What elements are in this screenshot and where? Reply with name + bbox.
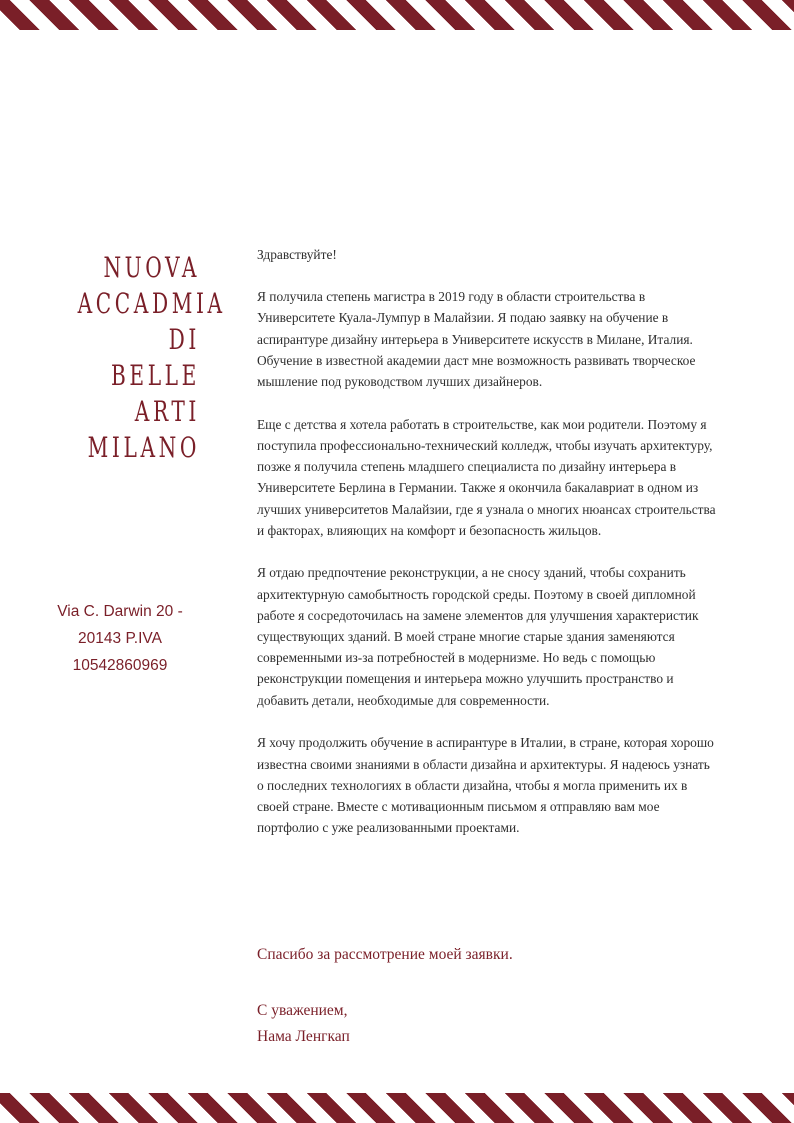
institution-line: NUOVA <box>103 251 200 284</box>
letter-body <box>257 244 717 860</box>
letter-paragraph: Я хочу продолжить обучение в аспирантуре в Италии, в стране, которая хорошо известна своими знаниями в области дизайна и архитектуры. Я надеюсь узнать о последних технологиях в области дизайна, чтобы я могла применить их в своей стране. Вместе с мотивационным письмом я отправляю вам мое портфолио с уже реализованными проектами. <box>257 735 714 836</box>
address-street: Via C. Darwin 20 - <box>57 603 183 620</box>
address-block <box>30 598 210 679</box>
address-postal: 20143 P.IVA <box>78 630 162 647</box>
closing-salutation: С уважением, <box>257 1002 348 1019</box>
institution-line: DI BELLE <box>110 323 200 392</box>
letter-thanks: Спасибо за рассмотрение моей заявки. <box>257 946 513 963</box>
letter-closing <box>257 998 350 1050</box>
letter-paragraph: Еще с детства я хотела работать в строительстве, как мои родители. Поэтому я поступила профессионально-технический колледж, чтобы изучать архитектуру, позже я получила степень младшего специалиста по дизайну интерьера в Университете Берлина в Германии. Также я окончила бакалавриат в одном из лучших университетов Малайзии, где я узнала о многих нюансах строительства и факторах, влияющих на комфорт и безопасность жильцов. <box>257 416 716 538</box>
institution-line: MILANO <box>87 431 200 464</box>
letter-paragraph: Я получила степень магистра в 2019 году в области строительства в Университете Куала-Лумпур в Малайзии. Я подаю заявку на обучение в аспирантуре дизайну интерьера в Университете искусств в Милане, Италия. Обучение в известной академии даст мне возможность развивать творческое мышление под руководством лучших дизайнеров. <box>257 289 696 390</box>
bottom-stripe-border <box>0 1093 794 1123</box>
institution-line: ARTI <box>134 395 200 428</box>
letter-greeting: Здравствуйте! <box>257 247 337 262</box>
signature-name: Нама Ленгкап <box>257 1028 350 1045</box>
institution-name <box>30 250 226 466</box>
institution-line: ACCADMIA <box>77 287 226 320</box>
address-vat-number: 10542860969 <box>72 657 168 674</box>
top-stripe-border <box>0 0 794 30</box>
letter-paragraph: Я отдаю предпочтение реконструкции, а не сносу зданий, чтобы сохранить архитектурную самобытность городской среды. Поэтому в своей дипломной работе я сосредоточилась на замене элементов для улучшения характеристик существующих зданий. В моей стране многие старые здания заменяются современными из-за потребностей в модернизме. Но ведь с помощью реконструкции помещения и интерьера можно улучшить пространство и добавить детали, необходимые для современности. <box>257 565 699 708</box>
